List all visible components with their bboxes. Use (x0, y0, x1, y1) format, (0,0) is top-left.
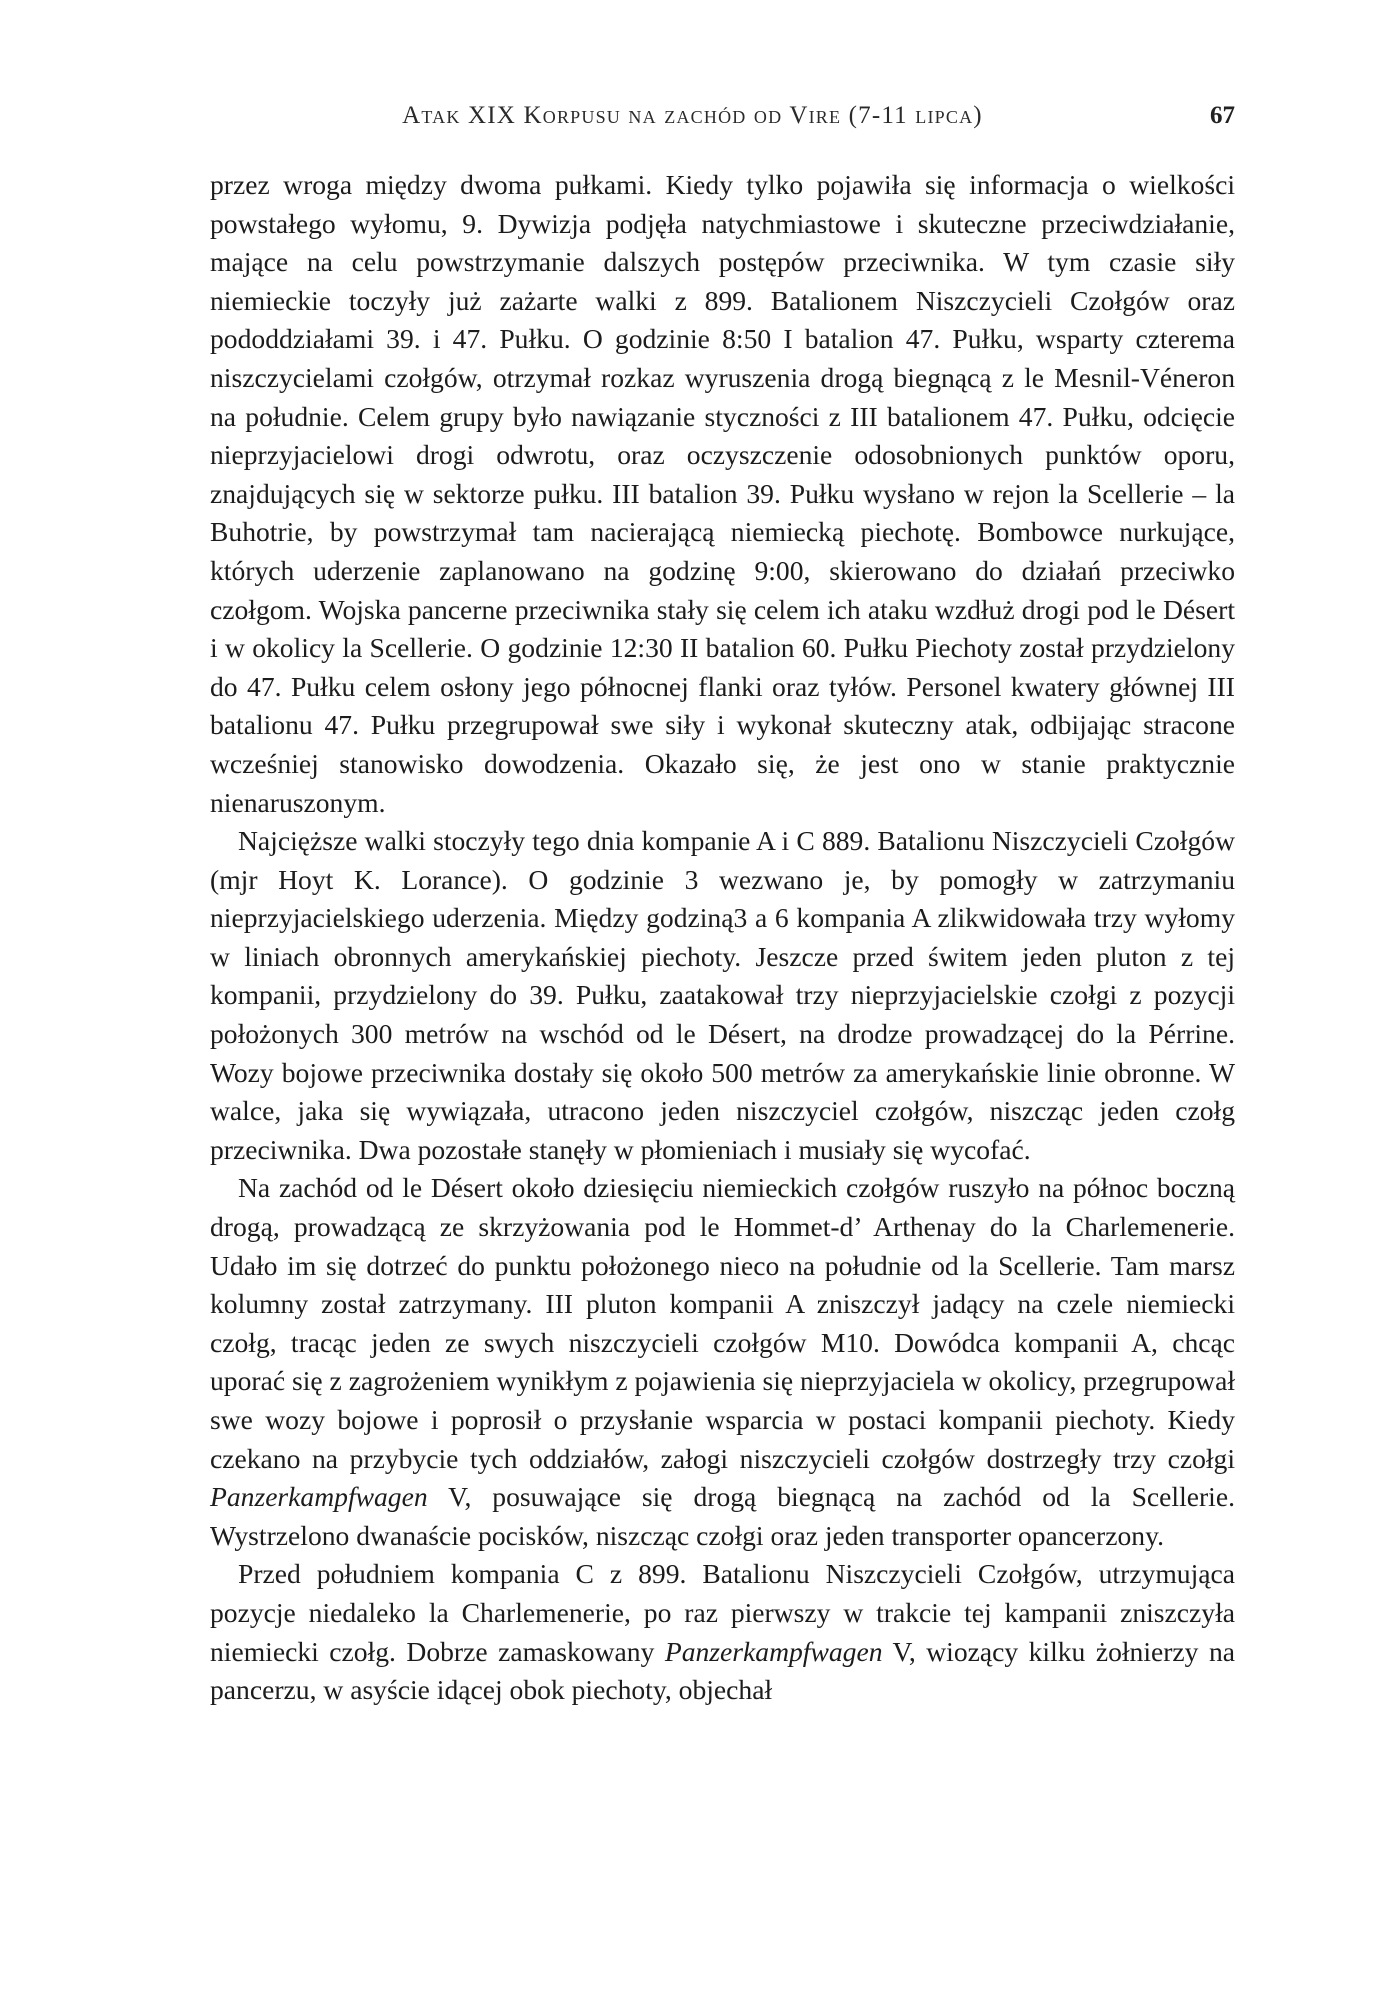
page-number: 67 (1210, 102, 1235, 129)
paragraph-1 (210, 166, 1235, 822)
paragraph-3 (210, 1169, 1235, 1555)
paragraph-3-italic-term: Panzerkampfwagen (210, 1481, 428, 1513)
paragraph-2 (210, 822, 1235, 1169)
paragraph-4-italic-term: Panzerkampfwagen (664, 1635, 883, 1667)
running-header (210, 102, 1235, 138)
paragraph-4 (210, 1555, 1235, 1709)
running-title: Atak XIX Korpusu na zachód od Vire (7-11 lipca) (402, 102, 983, 129)
paragraph-3-text-a: Na zachód od le Désert około dziesięciu niemieckich czołgów ruszyło na północ boczną drogą, prowadzącą ze skrzyżowania pod le Hommet-d’ Arthenay do la Charlemenerie. Udało im się dotrzeć do punktu położonego nieco na południe od la Scellerie. Tam marsz kolumny został zatrzymany. III pluton kompanii A zniszczył jadący na czele niemiecki czołg, tracąc jeden ze swych niszczycieli czołgów M10. Dowódca kompanii A, chcąc uporać się z zagrożeniem wynikłym z pojawienia się nieprzyjaciela w okolicy, przegrupował swe wozy bojowe i poprosił o przysłanie wsparcia w postaci kompanii piechoty. Kiedy czekano na przybycie tych oddziałów, załogi niszczycieli czołgów dostrzegły trzy czołgi (210, 1172, 1235, 1474)
paragraph-3-text-b: V, posuwające się drogą biegnącą na zachód od la Scellerie. Wystrzelono dwanaście pocisków, niszcząc czołgi oraz jeden transporter opancerzony. (210, 1481, 1235, 1551)
paragraph-4-text-b: V, wiozący kilku żołnierzy na pancerzu, w asyście idącej obok piechoty, objechał (210, 1635, 1235, 1706)
paragraph-4-text-a: Przed południem kompania C z 899. Batalionu Niszczycieli Czołgów, utrzymująca pozycje niedaleko la Charlemenerie, po raz pierwszy w trakcie tej kampanii zniszczyła niemiecki czołg. Dobrze zamaskowany (210, 1558, 1235, 1667)
paragraph-2-text: Najcięższe walki stoczyły tego dnia kompanie A i C 889. Batalionu Niszczycieli Czołgów (mjr Hoyt K. Lorance). O godzinie 3 wezwano je, by pomogły w zatrzymaniu nieprzyjacielskiego uderzenia. Między godziną3 a 6 kompania A zlikwidowała trzy wyłomy w liniach obronnych amerykańskiej piechoty. Jeszcze przed świtem jeden pluton z tej kompanii, przydzielony do 39. Pułku, zaatakował trzy nieprzyjacielskie czołgi z pozycji położonych 300 metrów na wschód od le Désert, na drodze prowadzącej do la Pérrine. Wozy bojowe przeciwnika dostały się około 500 metrów za amerykańskie linie obronne. W walce, jaka się wywiązała, utracono jeden niszczyciel czołgów, niszcząc jeden czołg przeciwnika. Dwa pozostałe stanęły w płomieniach i musiały się wycofać. (210, 825, 1235, 1165)
paragraph-1-text: przez wroga między dwoma pułkami. Kiedy tylko pojawiła się informacja o wielkości powstałego wyłomu, 9. Dywizja podjęła natychmiastowe i skuteczne przeciwdziałanie, mające na celu powstrzymanie dalszych postępów przeciwnika. W tym czasie siły niemieckie toczyły już zażarte walki z 899. Batalionem Niszczycieli Czołgów oraz pododdziałami 39. i 47. Pułku. O godzinie 8:50 I batalion 47. Pułku, wsparty czterema niszczycielami czołgów, otrzymał rozkaz wyruszenia drogą biegnącą z le Mesnil-Véneron na południe. Celem grupy było nawiązanie styczności z III batalionem 47. Pułku, odcięcie nieprzyjacielowi drogi odwrotu, oraz oczyszczenie odosobnionych punktów oporu, znajdujących się w sektorze pułku. III batalion 39. Pułku wysłano w rejon la Scellerie – la Buhotrie, by powstrzymał tam nacierającą niemiecką piechotę. Bombowce nurkujące, których uderzenie zaplanowano na godzinę 9:00, skierowano do działań przeciwko czołgom. Wojska pancerne przeciwnika stały się celem ich ataku wzdłuż drogi pod le Désert i w okolicy la Scellerie. O godzinie 12:30 II batalion 60. Pułku Piechoty został przydzielony do 47. Pułku celem osłony jego północnej flanki oraz tyłów. Personel kwatery głównej III batalionu 47. Pułku przegrupował swe siły i wykonał skuteczny atak, odbijając stracone wcześniej stanowisko dowodzenia. Okazało się, że jest ono w stanie praktycznie nienaruszonym. (210, 169, 1235, 818)
body-text (210, 166, 1235, 1710)
